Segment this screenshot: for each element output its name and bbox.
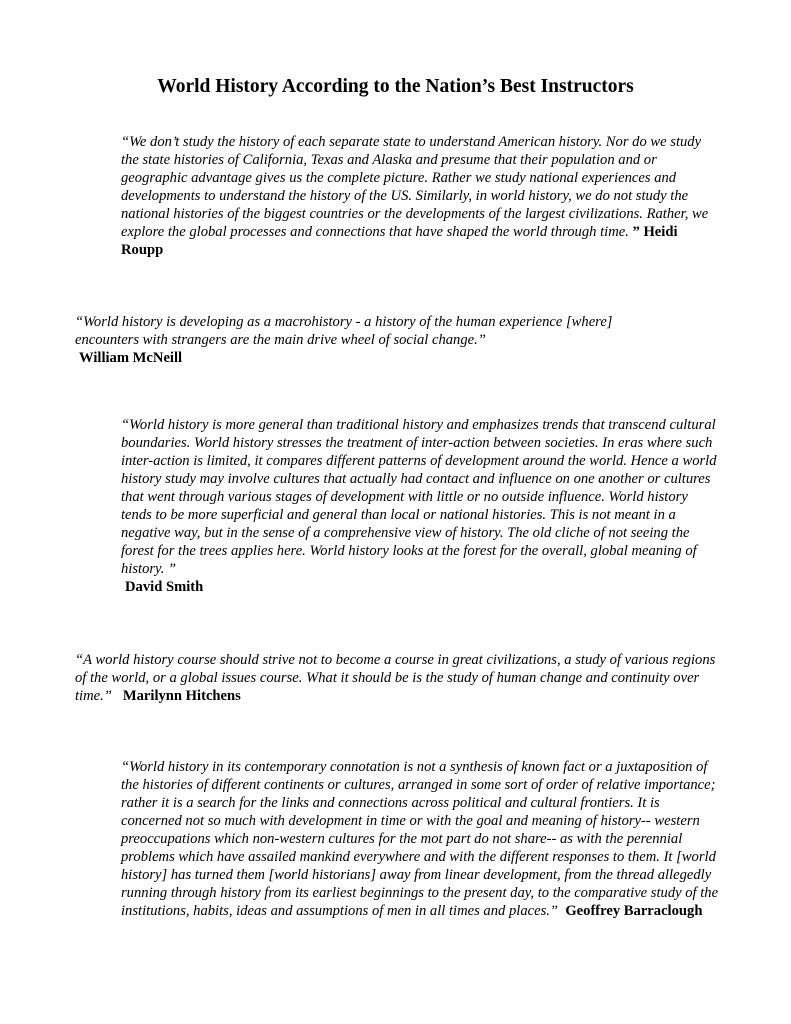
quote-william-mcneill [75, 313, 675, 367]
quote-author: Geoffrey Barraclough [565, 903, 703, 919]
quote-text: “World history is more general than traditional history and emphasizes trends that transcend cultural boundaries. World history stresses the treatment of inter-action between societies. In eras where such inter-action is limited, it compares different patterns of development around the world. Hence a world history study may involve cultures that actually had contact and influence on one another or cultures that went through various stages of development with little or no outside influence. World history tends to be more superficial and general than local or national histories. This is not meant in a negative way, but in the sense of a comprehensive view of history. The old cliche of not seeing the forest for the trees applies here. World history looks at the forest for the overall, global meaning of history. ” [121, 417, 717, 577]
quote-author: Marilynn Hitchens [122, 688, 241, 704]
quote-geoffrey-barraclough [121, 758, 721, 920]
quote-text: “World history in its contemporary connotation is not a synthesis of known fact or a juxtaposition of the histories of different continents or cultures, arranged in some sort of order of relative importance; rather it is a search for the links and connections across political and cultural frontiers. It is concerned not so much with development in time or with the goal and meaning of history-- western preoccupations which non-western cultures for the mot part do not share-- as with the perennial problems which have assailed mankind everywhere and with the different responses to them. It [world history] has turned them [world historians] away from linear development, from the thread allegedly running through history from its earliest beginnings to the present day, to the comparative study of the institutions, habits, ideas and assumptions of men in all times and places.” [121, 759, 719, 919]
quote-marilynn-hitchens [75, 651, 720, 705]
quote-author: Heidi Roupp [121, 224, 678, 258]
quote-author: William McNeill [79, 350, 183, 366]
quote-text: “World history is developing as a macrohistory - a history of the human experience [where] encounters with strangers are the main drive wheel of social change.” [75, 314, 613, 348]
quote-heidi-roupp [121, 133, 721, 259]
quote-text: “We don’t study the history of each separate state to understand American history. Nor do we study the state histories of California, Texas and Alaska and presume that their population and or geographic advantage gives us the complete picture. Rather we study national experiences and developments to understand the history of the US. Similarly, in world history, we do not study the national histories of the biggest countries or the developments of the largest civilizations. Rather, we explore the global processes and connections that have shaped the world through time. [121, 134, 709, 240]
quote-author: David Smith [125, 579, 204, 595]
quote-david-smith [121, 416, 721, 596]
page-title: World History According to the Nation’s Best Instructors [157, 76, 634, 97]
quote-text: “A world history course should strive not to become a course in great civilizations, a study of various regions of the world, or a global issues course. What it should be is the study of human change and continuity over time.” [75, 652, 716, 704]
quote-closing-mark: ” [628, 224, 644, 240]
